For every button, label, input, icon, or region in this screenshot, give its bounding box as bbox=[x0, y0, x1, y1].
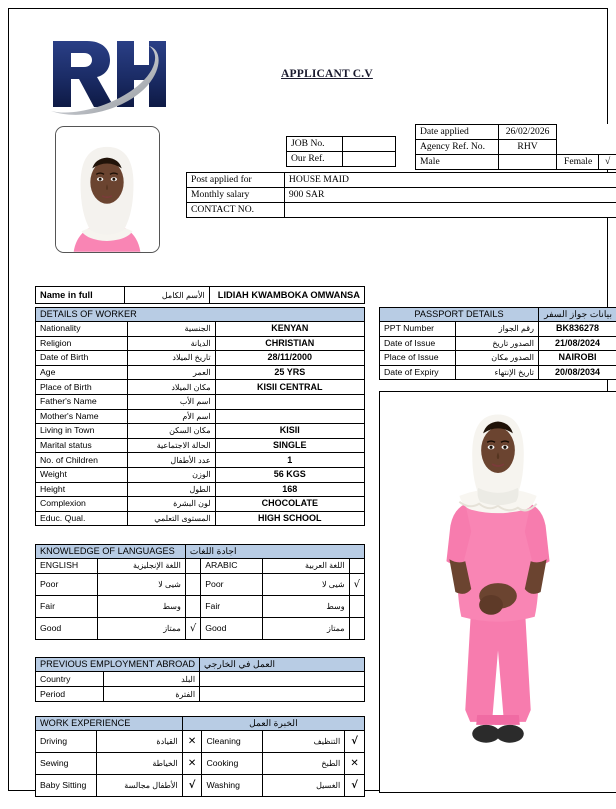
baby-sitting-label-ar: الأطفال مجالسة bbox=[97, 775, 182, 797]
table-row bbox=[36, 336, 365, 351]
arabic-fair-checkbox[interactable] bbox=[349, 595, 364, 617]
male-checkbox[interactable] bbox=[498, 155, 557, 170]
country-label: Country bbox=[36, 672, 104, 687]
passport-details-title-ar: بيانات جواز السفر bbox=[539, 308, 616, 322]
table-row bbox=[36, 287, 365, 304]
table-row bbox=[36, 617, 365, 639]
name-label-en: Name in full bbox=[36, 287, 125, 304]
table-row bbox=[287, 137, 396, 152]
religion-label: Religion bbox=[36, 336, 128, 351]
work-experience-table bbox=[35, 716, 365, 797]
english-fair-checkbox[interactable] bbox=[185, 595, 200, 617]
date-of-birth-value[interactable]: 28/11/2000 bbox=[215, 351, 364, 366]
table-row bbox=[36, 380, 365, 395]
english-col-label-ar: اللغة الإنجليزية bbox=[97, 559, 185, 574]
driving-label: Driving bbox=[36, 731, 97, 753]
previous-employment-abroad-table bbox=[35, 657, 365, 702]
place-of-issue-label-ar: الصدور مكان bbox=[455, 351, 538, 366]
table-row bbox=[380, 351, 616, 366]
no-of-children-value[interactable]: 1 bbox=[215, 453, 364, 468]
nationality-label: Nationality bbox=[36, 322, 128, 337]
marital-status-label: Marital status bbox=[36, 438, 128, 453]
agency-ref-value[interactable]: RHV bbox=[498, 140, 557, 155]
arabic-poor-label-ar: شيى لا bbox=[262, 573, 349, 595]
applicant-full-body-photo bbox=[379, 391, 616, 793]
arabic-good-label-ar: ممتاز bbox=[262, 617, 349, 639]
cleaning-checkbox[interactable]: √ bbox=[345, 731, 365, 753]
our-ref-value[interactable] bbox=[342, 152, 395, 167]
table-row bbox=[36, 573, 365, 595]
post-applied-table bbox=[186, 172, 616, 218]
languages-title-ar: اجادة اللغات bbox=[185, 545, 364, 559]
english-good-checkbox[interactable]: √ bbox=[185, 617, 200, 639]
company-logo bbox=[45, 31, 169, 117]
date-of-expiry-value[interactable]: 20/08/2034 bbox=[539, 365, 616, 380]
sewing-label: Sewing bbox=[36, 753, 97, 775]
male-label: Male bbox=[416, 155, 499, 170]
educ-qual-label-ar: المستوى التعلمي bbox=[127, 511, 215, 526]
languages-title: KNOWLEDGE OF LANGUAGES bbox=[36, 545, 186, 559]
table-row bbox=[36, 672, 365, 687]
table-row bbox=[36, 394, 365, 409]
weight-value[interactable]: 56 KGS bbox=[215, 467, 364, 482]
table-row bbox=[187, 203, 616, 218]
english-col-label: ENGLISH bbox=[36, 559, 98, 574]
work-experience-title: WORK EXPERIENCE bbox=[36, 717, 183, 731]
living-in-town-value[interactable]: KISII bbox=[215, 424, 364, 439]
marital-status-label-ar: الحالة الاجتماعية bbox=[127, 438, 215, 453]
page-title: APPLICANT C.V bbox=[281, 68, 373, 80]
table-row bbox=[36, 511, 365, 526]
table-row bbox=[36, 351, 365, 366]
details-of-worker-table bbox=[35, 307, 365, 526]
date-applied-label: Date applied bbox=[416, 125, 499, 140]
washing-label-ar: الغسيل bbox=[262, 775, 345, 797]
place-of-birth-label-ar: مكان الميلاد bbox=[127, 380, 215, 395]
fathers-name-value[interactable] bbox=[215, 394, 364, 409]
place-of-issue-label: Place of Issue bbox=[380, 351, 456, 366]
previous-employment-title: PREVIOUS EMPLOYMENT ABROAD bbox=[36, 658, 200, 672]
marital-status-value[interactable]: SINGLE bbox=[215, 438, 364, 453]
table-row bbox=[380, 336, 616, 351]
job-reference-table bbox=[286, 136, 396, 167]
table-row bbox=[187, 173, 616, 188]
english-poor-label: Poor bbox=[36, 573, 98, 595]
table-row bbox=[36, 424, 365, 439]
table-row bbox=[36, 753, 365, 775]
nationality-label-ar: الجنسية bbox=[127, 322, 215, 337]
female-label: Female bbox=[557, 155, 599, 170]
nationality-value[interactable]: KENYAN bbox=[215, 322, 364, 337]
height-label: Height bbox=[36, 482, 128, 497]
table-row bbox=[36, 322, 365, 337]
cooking-label: Cooking bbox=[202, 753, 262, 775]
english-fair-label: Fair bbox=[36, 595, 98, 617]
name-label-ar: الأسم الكامل bbox=[125, 287, 210, 304]
driving-checkbox[interactable]: ✕ bbox=[182, 731, 202, 753]
mothers-name-label-ar: اسم الأم bbox=[127, 409, 215, 424]
mothers-name-value[interactable] bbox=[215, 409, 364, 424]
driving-label-ar: القيادة bbox=[97, 731, 182, 753]
table-row bbox=[36, 595, 365, 617]
no-of-children-label: No. of Children bbox=[36, 453, 128, 468]
ppt-number-label-ar: رقم الجواز bbox=[455, 322, 538, 337]
applicant-passport-photo bbox=[55, 126, 160, 253]
job-no-value[interactable] bbox=[342, 137, 395, 152]
religion-label-ar: الديانة bbox=[127, 336, 215, 351]
arabic-fair-label-ar: وسط bbox=[262, 595, 349, 617]
arabic-good-label: Good bbox=[201, 617, 262, 639]
english-good-label: Good bbox=[36, 617, 98, 639]
cooking-checkbox[interactable]: ✕ bbox=[345, 753, 365, 775]
table-row bbox=[416, 125, 616, 140]
date-of-expiry-label-ar: تاريخ الإنتهاء bbox=[455, 365, 538, 380]
living-in-town-label-ar: مكان السكن bbox=[127, 424, 215, 439]
baby-sitting-checkbox[interactable]: √ bbox=[182, 775, 202, 797]
table-row bbox=[36, 409, 365, 424]
arabic-poor-checkbox[interactable]: √ bbox=[349, 573, 364, 595]
table-row bbox=[36, 438, 365, 453]
cleaning-label: Cleaning bbox=[202, 731, 262, 753]
logo-rh-icon bbox=[45, 31, 169, 117]
complexion-label: Complexion bbox=[36, 497, 128, 512]
details-of-worker-title: DETAILS OF WORKER bbox=[36, 308, 365, 322]
english-poor-label-ar: شيى لا bbox=[97, 573, 185, 595]
english-fair-label-ar: وسط bbox=[97, 595, 185, 617]
gender-row bbox=[416, 155, 616, 170]
table-row bbox=[287, 152, 396, 167]
post-applied-value[interactable]: HOUSE MAID bbox=[284, 173, 616, 188]
knowledge-of-languages-table bbox=[35, 544, 365, 640]
educ-qual-label: Educ. Qual. bbox=[36, 511, 128, 526]
monthly-salary-label: Monthly salary bbox=[187, 188, 285, 203]
name-in-full-table bbox=[35, 286, 365, 304]
knowledge-of-languages-header bbox=[36, 545, 365, 559]
headshot-image bbox=[56, 127, 159, 252]
work-experience-title-ar: الخبرة العمل bbox=[182, 717, 364, 731]
complexion-value[interactable]: CHOCOLATE bbox=[215, 497, 364, 512]
age-label-ar: العمر bbox=[127, 365, 215, 380]
english-poor-checkbox[interactable] bbox=[185, 573, 200, 595]
washing-label: Washing bbox=[202, 775, 262, 797]
educ-qual-value[interactable]: HIGH SCHOOL bbox=[215, 511, 364, 526]
date-applied-value[interactable]: 26/02/2026 bbox=[498, 125, 557, 140]
weight-label: Weight bbox=[36, 467, 128, 482]
table-row bbox=[380, 365, 616, 380]
place-of-issue-value[interactable]: NAIROBI bbox=[539, 351, 616, 366]
country-label-ar: البلد bbox=[103, 672, 199, 687]
date-of-issue-label-ar: الصدور تاريخ bbox=[455, 336, 538, 351]
height-label-ar: الطول bbox=[127, 482, 215, 497]
religion-value[interactable]: CHRISTIAN bbox=[215, 336, 364, 351]
cooking-label-ar: الطبخ bbox=[262, 753, 345, 775]
job-no-label: JOB No. bbox=[287, 137, 343, 152]
mothers-name-label: Mother's Name bbox=[36, 409, 128, 424]
cleaning-label-ar: التنظيف bbox=[262, 731, 345, 753]
washing-checkbox[interactable]: √ bbox=[345, 775, 365, 797]
weight-label-ar: الوزن bbox=[127, 467, 215, 482]
ppt-number-value[interactable]: BK836278 bbox=[539, 322, 616, 337]
complexion-label-ar: لون البشرة bbox=[127, 497, 215, 512]
contact-no-value[interactable] bbox=[284, 203, 616, 218]
monthly-salary-value[interactable]: 900 SAR bbox=[284, 188, 616, 203]
ppt-number-label: PPT Number bbox=[380, 322, 456, 337]
post-applied-label: Post applied for bbox=[187, 173, 285, 188]
arabic-good-checkbox[interactable] bbox=[349, 617, 364, 639]
previous-employment-header bbox=[36, 658, 365, 672]
no-of-children-label-ar: عدد الأطفال bbox=[127, 453, 215, 468]
height-value[interactable]: 168 bbox=[215, 482, 364, 497]
contact-no-label: CONTACT NO. bbox=[187, 203, 285, 218]
arabic-col-label: ARABIC bbox=[201, 559, 262, 574]
name-value[interactable]: LIDIAH KWAMBOKA OMWANSA bbox=[209, 287, 364, 304]
arabic-col-spacer bbox=[349, 559, 364, 574]
agency-ref-label: Agency Ref. No. bbox=[416, 140, 499, 155]
age-label: Age bbox=[36, 365, 128, 380]
passport-details-table bbox=[379, 307, 616, 380]
date-of-issue-label: Date of Issue bbox=[380, 336, 456, 351]
fathers-name-label-ar: اسم الأب bbox=[127, 394, 215, 409]
table-row bbox=[36, 731, 365, 753]
table-row bbox=[36, 482, 365, 497]
table-row bbox=[36, 687, 365, 702]
country-value[interactable] bbox=[200, 672, 365, 687]
age-value[interactable]: 25 YRS bbox=[215, 365, 364, 380]
female-checkbox[interactable]: √ bbox=[599, 155, 616, 170]
work-experience-header bbox=[36, 717, 365, 731]
full-body-image bbox=[380, 392, 616, 792]
date-of-birth-label-ar: تاريخ الميلاد bbox=[127, 351, 215, 366]
table-row bbox=[36, 775, 365, 797]
baby-sitting-label: Baby Sitting bbox=[36, 775, 97, 797]
period-label: Period bbox=[36, 687, 104, 702]
living-in-town-label: Living in Town bbox=[36, 424, 128, 439]
sewing-checkbox[interactable]: ✕ bbox=[182, 753, 202, 775]
table-row bbox=[416, 140, 616, 155]
arabic-poor-label: Poor bbox=[201, 573, 262, 595]
date-of-issue-value[interactable]: 21/08/2024 bbox=[539, 336, 616, 351]
document-page bbox=[8, 8, 612, 791]
table-row bbox=[380, 322, 616, 337]
english-col-spacer bbox=[185, 559, 200, 574]
table-row bbox=[36, 467, 365, 482]
our-ref-label: Our Ref. bbox=[287, 152, 343, 167]
place-of-birth-label: Place of Birth bbox=[36, 380, 128, 395]
table-row bbox=[36, 497, 365, 512]
language-names-row bbox=[36, 559, 365, 574]
application-meta-table bbox=[415, 124, 616, 170]
date-of-expiry-label: Date of Expiry bbox=[380, 365, 456, 380]
sewing-label-ar: الخياطة bbox=[97, 753, 182, 775]
period-value[interactable] bbox=[200, 687, 365, 702]
table-row bbox=[36, 453, 365, 468]
fathers-name-label: Father's Name bbox=[36, 394, 128, 409]
arabic-fair-label: Fair bbox=[201, 595, 262, 617]
date-of-birth-label: Date of Birth bbox=[36, 351, 128, 366]
table-row bbox=[187, 188, 616, 203]
previous-employment-title-ar: العمل في الخارجي bbox=[200, 658, 365, 672]
english-good-label-ar: ممتاز bbox=[97, 617, 185, 639]
period-label-ar: الفترة bbox=[103, 687, 199, 702]
arabic-col-label-ar: اللغة العربية bbox=[262, 559, 349, 574]
passport-details-header bbox=[380, 308, 616, 322]
details-of-worker-header bbox=[36, 308, 365, 322]
place-of-birth-value[interactable]: KISII CENTRAL bbox=[215, 380, 364, 395]
table-row bbox=[36, 365, 365, 380]
passport-details-title: PASSPORT DETAILS bbox=[380, 308, 539, 322]
